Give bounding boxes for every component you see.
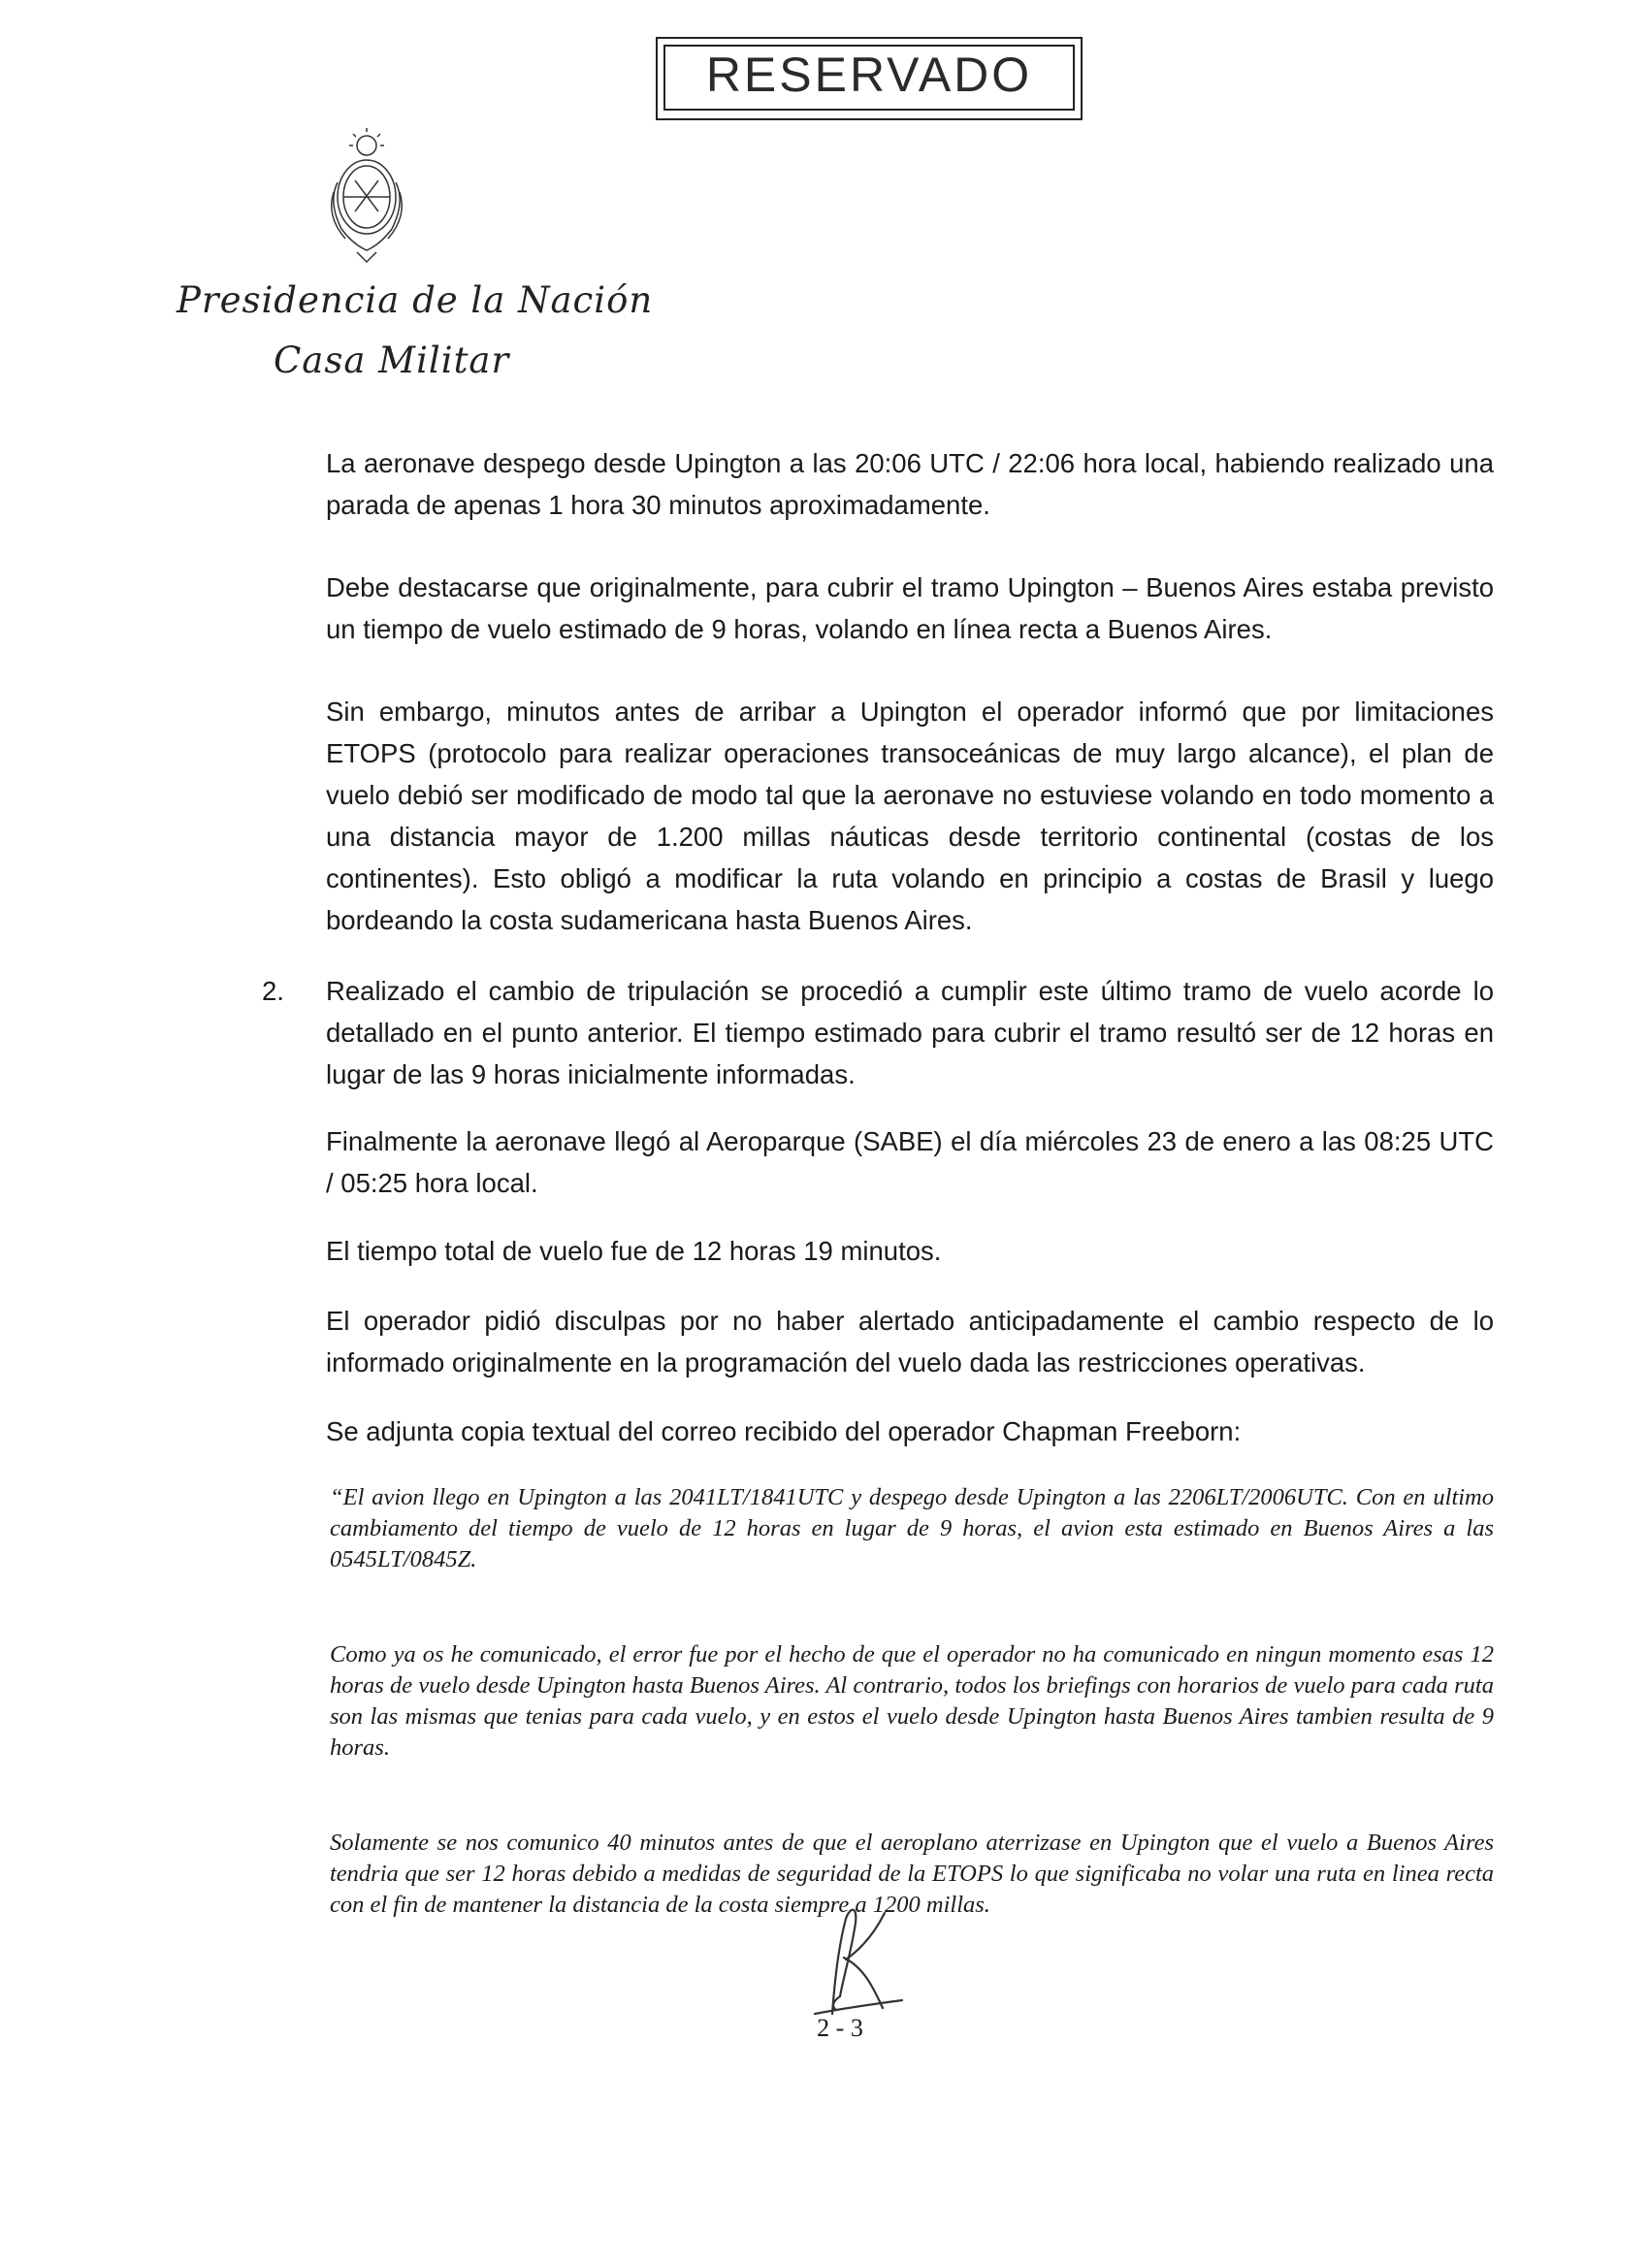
paragraph-arrival: Finalmente la aeronave llegó al Aeroparque (SABE) el día miércoles 23 de enero a las 08:25 UTC / 05:25 hora local. — [326, 1126, 1494, 1198]
paragraph-total-time: El tiempo total de vuelo fue de 12 horas 19 minutos. — [326, 1236, 942, 1266]
quote-paragraph-2: Como ya os he comunicado, el error fue por el hecho de que el operador no ha comunicado en ningun momento esas 12 horas de vuelo desde Upington hasta Buenos Aires. Al contrario, todos los briefings con horarios de vuelo para cada ruta son las mismas que tenias para cada vuelo, y en estos el vuelo desde Upington hasta Buenos Aires tambien resulta de 9 horas. — [330, 1641, 1494, 1761]
list-item-number: 2. — [262, 976, 284, 1006]
quote-paragraph-1: “El avion llego en Upington a las 2041LT/1841UTC y despego desde Upington a las 2206LT/2006UTC. Con en ultimo cambiamento del tiempo de vuelo de 12 horas en lugar de 9 horas, el avion esta estimado en Buenos Aires a las 0545LT/0845Z. — [330, 1484, 1494, 1572]
paragraph-attachment-intro: Se adjunta copia textual del correo recibido del operador Chapman Freeborn: — [326, 1416, 1242, 1446]
stamp-label: RESERVADO — [705, 48, 1033, 102]
quote-paragraph-3: Solamente se nos comunico 40 minutos antes de que el aeroplano aterrizase en Upington que el vuelo a Buenos Aires tendria que ser 12 horas debido a medidas de seguridad de la ETOPS lo que significaba no volar una ruta en linea recta con el fin de mantener la distancia de la costa siempre a 1200 millas. — [330, 1830, 1494, 1918]
paragraph-departure: La aeronave despego desde Upington a las 20:06 UTC / 22:06 hora local, habiendo realizado una parada de apenas 1 hora 30 minutos aproximadamente. — [326, 448, 1494, 520]
letterhead-subtitle: Casa Militar — [274, 340, 510, 381]
paragraph-etops: Sin embargo, minutos antes de arribar a Upington el operador informó que por limitaciones ETOPS (protocolo para realizar operaciones transoceánicas de muy largo alcance), el plan de vuelo debió ser modificado de modo tal que la aeronave no estuviese volando en todo momento a una distancia mayor de 1.200 millas náuticas desde territorio continental (costas de los continentes). Esto obligó a modificar la ruta volando en principio a costas de Brasil y luego bordeando la costa sudamericana hasta Buenos Aires. — [326, 697, 1494, 935]
reservado-stamp — [656, 37, 1083, 120]
page-number: 2 - 3 — [817, 2014, 863, 2042]
handwritten-signature — [776, 1899, 912, 2025]
national-seal-icon — [320, 124, 413, 270]
letterhead-title: Presidencia de la Nación — [177, 279, 654, 321]
list-item-text: Realizado el cambio de tripulación se procedió a cumplir este último tramo de vuelo acorde lo detallado en el punto anterior. El tiempo estimado para cubrir el tramo resultó ser de 12 horas en lugar de las 9 horas inicialmente informadas. — [326, 976, 1494, 1089]
paragraph-original-plan: Debe destacarse que originalmente, para cubrir el tramo Upington – Buenos Aires estaba previsto un tiempo de vuelo estimado de 9 horas, volando en línea recta a Buenos Aires. — [326, 572, 1494, 644]
paragraph-apology: El operador pidió disculpas por no haber alertado anticipadamente el cambio respecto de lo informado originalmente en la programación del vuelo dada las restricciones operativas. — [326, 1306, 1494, 1377]
